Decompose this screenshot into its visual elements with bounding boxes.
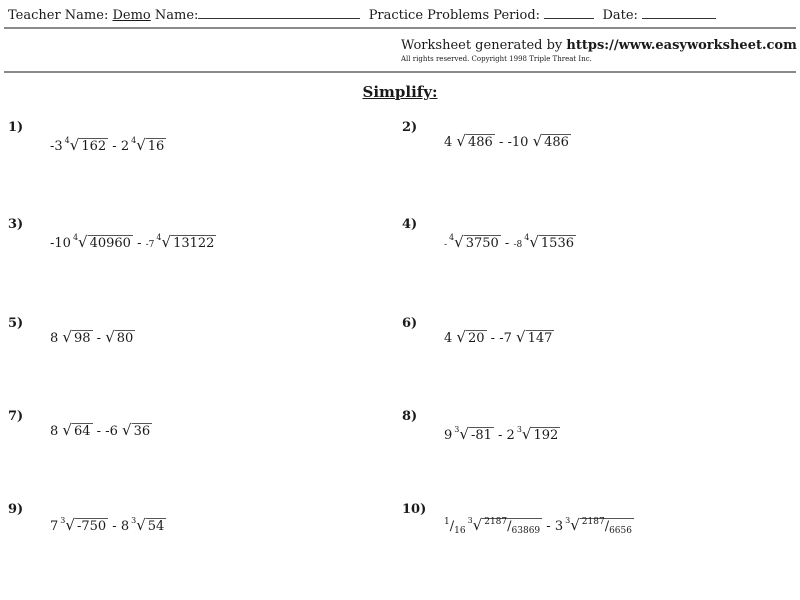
radicand: 486 bbox=[467, 135, 493, 150]
radical-icon: √ bbox=[69, 136, 80, 154]
problem-number: 10) bbox=[402, 502, 427, 517]
radicand-numerator: 2187 bbox=[484, 517, 508, 527]
problem-3 bbox=[8, 217, 388, 307]
radical-icon: √ bbox=[456, 132, 466, 150]
operator: - bbox=[108, 139, 121, 154]
instruction-heading: Simplify: bbox=[362, 83, 438, 101]
radicand: 80 bbox=[116, 331, 134, 346]
problem-expression bbox=[444, 233, 576, 251]
problem-number: 3) bbox=[8, 217, 24, 232]
problem-number: 8) bbox=[402, 409, 418, 424]
operator: - bbox=[96, 331, 106, 346]
radical-icon: √ bbox=[62, 421, 72, 439]
radicand-numerator: 2187 bbox=[581, 517, 605, 527]
problem-number: 7) bbox=[8, 409, 24, 424]
radicand: 54 bbox=[147, 519, 165, 534]
radicand: 98 bbox=[73, 331, 91, 346]
radicand: -81 bbox=[470, 428, 492, 443]
root-index: 4 bbox=[131, 136, 137, 145]
radical-icon: √ bbox=[570, 516, 580, 534]
problem-expression bbox=[444, 425, 560, 443]
radical-icon: √ bbox=[532, 132, 543, 150]
radicand: 36 bbox=[133, 424, 151, 439]
radicand: 162 bbox=[81, 139, 107, 154]
radicand: 1536 bbox=[540, 236, 574, 251]
root-index: 3 bbox=[131, 516, 137, 525]
radicand: 13122 bbox=[173, 236, 215, 251]
problem-expression bbox=[50, 233, 216, 251]
operator: - bbox=[498, 428, 507, 443]
radical-icon: √ bbox=[472, 516, 483, 534]
radicand: -750 bbox=[76, 519, 107, 534]
problem-expression bbox=[50, 516, 166, 534]
problem-expression bbox=[50, 328, 135, 346]
bottom-divider bbox=[4, 71, 796, 73]
teacher-label: Teacher Name: bbox=[8, 8, 109, 23]
credit-block bbox=[401, 38, 797, 63]
radical-icon: √ bbox=[136, 516, 146, 534]
radical-icon: √ bbox=[105, 328, 115, 346]
practice-label: Practice Problems bbox=[368, 8, 490, 23]
root-index: 3 bbox=[516, 425, 522, 434]
problem-number: 9) bbox=[8, 502, 24, 517]
generated-url: https://www.easyworksheet.com bbox=[566, 38, 797, 53]
coefficient: 8 bbox=[50, 331, 59, 346]
problem-number: 2) bbox=[402, 120, 418, 135]
coefficient: -6 bbox=[105, 424, 118, 439]
radical-icon: √ bbox=[456, 328, 466, 346]
teacher-name: Demo bbox=[112, 8, 151, 23]
period-blank bbox=[544, 6, 594, 19]
radical-icon: √ bbox=[122, 421, 132, 439]
operator: - bbox=[500, 236, 514, 251]
problem-number: 1) bbox=[8, 120, 24, 135]
operator: - bbox=[108, 519, 121, 534]
operator: - bbox=[96, 424, 106, 439]
date-blank bbox=[642, 6, 716, 19]
radicand: 16 bbox=[147, 139, 165, 154]
problem-expression bbox=[50, 136, 166, 154]
problem-6 bbox=[402, 316, 782, 406]
worksheet-header bbox=[8, 6, 716, 23]
coefficient: 8 bbox=[50, 424, 59, 439]
problem-number: 5) bbox=[8, 316, 24, 331]
root-index: 3 bbox=[565, 516, 571, 525]
date-label: Date: bbox=[602, 8, 638, 23]
problem-expression bbox=[444, 516, 634, 536]
operator: - bbox=[490, 331, 500, 346]
radicand-denominator: 63869 bbox=[511, 526, 541, 536]
coefficient: -8 bbox=[513, 240, 523, 250]
operator: - bbox=[132, 236, 146, 251]
problem-10 bbox=[402, 502, 782, 592]
radical-icon: √ bbox=[516, 328, 526, 346]
radical-icon: √ bbox=[65, 516, 75, 534]
operator: - bbox=[494, 135, 508, 150]
problem-1 bbox=[8, 120, 388, 210]
radical-icon: √ bbox=[459, 425, 469, 443]
copyright-text: All rights reserved. Copyright 1998 Triple Threat Inc. bbox=[401, 55, 592, 63]
coefficient-denominator: 16 bbox=[454, 526, 466, 536]
root-index: 3 bbox=[454, 425, 460, 434]
radical-icon: √ bbox=[78, 233, 88, 251]
coefficient: 7 bbox=[50, 519, 59, 534]
generated-prefix: Worksheet generated by bbox=[401, 38, 563, 53]
problem-7 bbox=[8, 409, 388, 499]
radicand: 486 bbox=[544, 135, 569, 150]
problem-8 bbox=[402, 409, 782, 499]
problem-9 bbox=[8, 502, 388, 592]
coefficient: -7 bbox=[499, 331, 512, 346]
top-divider bbox=[4, 27, 796, 29]
coefficient: 3 bbox=[554, 519, 564, 534]
root-index: 3 bbox=[467, 516, 473, 525]
coefficient: 2 bbox=[506, 428, 515, 443]
coefficient: -10 bbox=[50, 236, 71, 251]
root-index: 4 bbox=[72, 233, 79, 242]
radicand: 192 bbox=[533, 428, 559, 443]
root-index: 3 bbox=[60, 516, 66, 525]
root-index: 4 bbox=[64, 136, 70, 145]
name-label: Name: bbox=[154, 8, 199, 23]
coefficient: -10 bbox=[507, 135, 529, 150]
problem-5 bbox=[8, 316, 388, 406]
coefficient: -3 bbox=[50, 139, 63, 154]
root-index: 4 bbox=[449, 233, 455, 242]
radicand bbox=[482, 518, 542, 534]
radical-icon: √ bbox=[62, 328, 72, 346]
problem-expression bbox=[444, 132, 571, 150]
fraction-slash: / bbox=[449, 519, 455, 534]
radicand: 64 bbox=[73, 424, 91, 439]
radicand: 40960 bbox=[89, 236, 131, 251]
coefficient-numerator: 1 bbox=[444, 517, 450, 527]
radical-icon: √ bbox=[454, 233, 464, 251]
problem-expression bbox=[50, 421, 152, 439]
coefficient: 4 bbox=[444, 331, 453, 346]
radicand-denominator: 6656 bbox=[609, 526, 632, 536]
radicand bbox=[580, 518, 634, 534]
coefficient: 9 bbox=[444, 428, 453, 443]
generated-by bbox=[401, 38, 797, 53]
problem-number: 6) bbox=[402, 316, 418, 331]
operator: - bbox=[542, 519, 555, 534]
fraction-slash: / bbox=[507, 519, 512, 534]
fraction-slash: / bbox=[604, 519, 610, 534]
problem-4 bbox=[402, 217, 782, 307]
coefficient: 4 bbox=[444, 135, 453, 150]
root-index: 4 bbox=[524, 233, 530, 242]
problem-2 bbox=[402, 120, 782, 210]
radical-icon: √ bbox=[521, 425, 532, 443]
radicand: 147 bbox=[527, 331, 553, 346]
coefficient: - bbox=[444, 240, 448, 250]
root-index: 4 bbox=[156, 233, 162, 242]
coefficient: 2 bbox=[120, 139, 130, 154]
problem-expression bbox=[444, 328, 554, 346]
radical-icon: √ bbox=[136, 136, 146, 154]
name-blank bbox=[198, 6, 360, 19]
radicand: 20 bbox=[467, 331, 485, 346]
coefficient: 8 bbox=[120, 519, 130, 534]
problem-number: 4) bbox=[402, 217, 418, 232]
radical-icon: √ bbox=[529, 233, 539, 251]
radical-icon: √ bbox=[161, 233, 172, 251]
radicand: 3750 bbox=[465, 236, 499, 251]
period-label: Period: bbox=[493, 8, 541, 23]
coefficient: -7 bbox=[145, 240, 155, 250]
